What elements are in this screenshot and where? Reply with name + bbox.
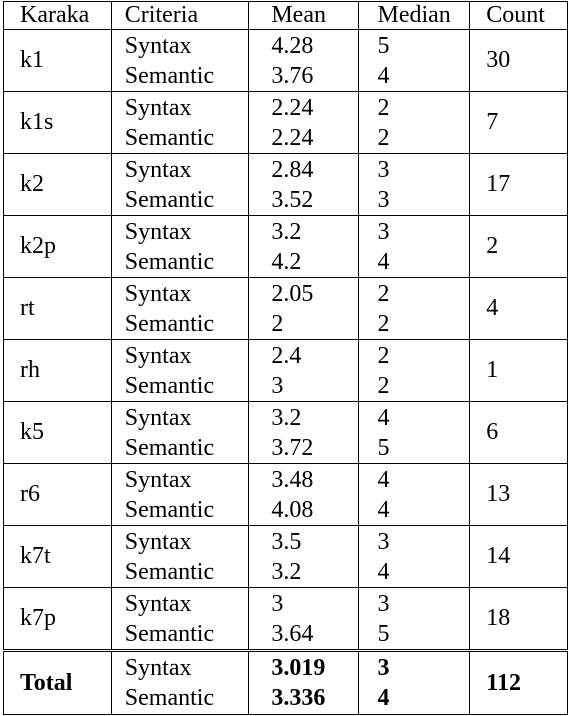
mean-semantic: 4.08 — [271, 496, 314, 523]
criteria-syntax: Syntax — [124, 466, 192, 493]
median-cell — [359, 216, 470, 278]
criteria-semantic: Semantic — [124, 372, 215, 399]
karaka-results-table — [3, 1, 568, 715]
median-semantic: 4 — [377, 685, 390, 711]
criteria-semantic: Semantic — [124, 685, 215, 711]
table-row — [4, 30, 568, 92]
median-syntax: 5 — [377, 32, 390, 59]
count-cell: 13 — [470, 464, 568, 526]
criteria-syntax: Syntax — [124, 342, 192, 369]
count-cell: 17 — [470, 154, 568, 216]
criteria-cell — [111, 526, 249, 588]
median-semantic: 2 — [377, 310, 390, 337]
criteria-cell — [111, 216, 249, 278]
mean-semantic: 3.2 — [271, 558, 302, 585]
criteria-semantic: Semantic — [124, 124, 215, 151]
criteria-semantic: Semantic — [124, 186, 215, 213]
criteria-syntax: Syntax — [124, 94, 192, 121]
median-cell — [359, 588, 470, 651]
table-row — [4, 588, 568, 651]
mean-cell — [249, 651, 359, 715]
karaka-cell: rh — [4, 340, 112, 402]
count-cell: 7 — [470, 92, 568, 154]
criteria-syntax: Syntax — [124, 32, 192, 59]
header-karaka: Karaka — [4, 2, 112, 30]
karaka-cell: r6 — [4, 464, 112, 526]
median-cell — [359, 278, 470, 340]
mean-syntax: 3.48 — [271, 466, 314, 493]
criteria-cell — [111, 464, 249, 526]
count-cell: 18 — [470, 588, 568, 651]
mean-syntax: 3.5 — [271, 528, 302, 555]
mean-cell — [249, 526, 359, 588]
header-mean: Mean — [249, 2, 359, 30]
count-cell: 1 — [470, 340, 568, 402]
median-semantic: 5 — [377, 620, 390, 647]
median-semantic: 5 — [377, 434, 390, 461]
median-semantic: 4 — [377, 62, 390, 89]
criteria-cell — [111, 30, 249, 92]
karaka-cell: k7t — [4, 526, 112, 588]
median-semantic: 2 — [377, 124, 390, 151]
karaka-cell: k1 — [4, 30, 112, 92]
median-syntax: 3 — [377, 156, 390, 183]
mean-cell — [249, 278, 359, 340]
mean-syntax: 3.2 — [271, 404, 302, 431]
median-syntax: 3 — [377, 218, 390, 245]
median-syntax: 4 — [377, 466, 390, 493]
median-semantic: 4 — [377, 496, 390, 523]
criteria-syntax: Syntax — [124, 528, 192, 555]
mean-syntax: 2.05 — [271, 280, 314, 307]
criteria-cell — [111, 588, 249, 651]
table-row — [4, 92, 568, 154]
table-row — [4, 402, 568, 464]
criteria-semantic: Semantic — [124, 62, 215, 89]
table-row — [4, 526, 568, 588]
mean-cell — [249, 216, 359, 278]
mean-syntax: 3.2 — [271, 218, 302, 245]
median-cell — [359, 154, 470, 216]
median-cell — [359, 92, 470, 154]
criteria-cell — [111, 402, 249, 464]
mean-semantic: 3.76 — [271, 62, 314, 89]
mean-semantic: 3.52 — [271, 186, 314, 213]
mean-semantic: 3.336 — [271, 685, 326, 711]
total-row — [4, 651, 568, 715]
median-semantic: 3 — [377, 186, 390, 213]
median-syntax: 3 — [377, 590, 390, 617]
count-cell: 6 — [470, 402, 568, 464]
count-cell: 2 — [470, 216, 568, 278]
criteria-semantic: Semantic — [124, 248, 215, 275]
mean-cell — [249, 154, 359, 216]
table-row — [4, 216, 568, 278]
criteria-cell — [111, 340, 249, 402]
karaka-cell: k5 — [4, 402, 112, 464]
median-cell — [359, 464, 470, 526]
criteria-semantic: Semantic — [124, 434, 215, 461]
median-cell — [359, 651, 470, 715]
mean-syntax: 3 — [271, 590, 284, 617]
criteria-syntax: Syntax — [124, 404, 192, 431]
table-row — [4, 340, 568, 402]
criteria-syntax: Syntax — [124, 280, 192, 307]
median-semantic: 4 — [377, 558, 390, 585]
count-cell: 14 — [470, 526, 568, 588]
header-median: Median — [359, 2, 470, 30]
mean-syntax: 3.019 — [271, 655, 326, 681]
criteria-semantic: Semantic — [124, 620, 215, 647]
count-cell: 4 — [470, 278, 568, 340]
median-semantic: 4 — [377, 248, 390, 275]
karaka-cell: k2 — [4, 154, 112, 216]
mean-cell — [249, 588, 359, 651]
median-syntax: 3 — [377, 528, 390, 555]
count-cell: 30 — [470, 30, 568, 92]
mean-syntax: 2.4 — [271, 342, 302, 369]
karaka-cell: k1s — [4, 92, 112, 154]
mean-cell — [249, 464, 359, 526]
total-label: Total — [4, 651, 112, 715]
median-syntax: 4 — [377, 404, 390, 431]
mean-cell — [249, 30, 359, 92]
criteria-syntax: Syntax — [124, 218, 192, 245]
criteria-semantic: Semantic — [124, 496, 215, 523]
mean-syntax: 4.28 — [271, 32, 314, 59]
mean-cell — [249, 340, 359, 402]
median-semantic: 2 — [377, 372, 390, 399]
mean-semantic: 3 — [271, 372, 284, 399]
median-cell — [359, 340, 470, 402]
mean-syntax: 2.24 — [271, 94, 314, 121]
karaka-cell: k7p — [4, 588, 112, 651]
median-cell — [359, 30, 470, 92]
header-count: Count — [470, 2, 568, 30]
mean-cell — [249, 402, 359, 464]
criteria-syntax: Syntax — [124, 655, 192, 681]
table-row — [4, 464, 568, 526]
criteria-semantic: Semantic — [124, 558, 215, 585]
criteria-cell — [111, 651, 249, 715]
mean-semantic: 4.2 — [271, 248, 302, 275]
count-cell: 112 — [470, 651, 568, 715]
median-cell — [359, 402, 470, 464]
median-syntax: 3 — [377, 655, 390, 681]
median-syntax: 2 — [377, 94, 390, 121]
mean-syntax: 2.84 — [271, 156, 314, 183]
median-syntax: 2 — [377, 280, 390, 307]
criteria-semantic: Semantic — [124, 310, 215, 337]
criteria-cell — [111, 278, 249, 340]
mean-semantic: 2 — [271, 310, 284, 337]
mean-cell — [249, 92, 359, 154]
karaka-cell: rt — [4, 278, 112, 340]
mean-semantic: 2.24 — [271, 124, 314, 151]
median-syntax: 2 — [377, 342, 390, 369]
mean-semantic: 3.72 — [271, 434, 314, 461]
header-criteria: Criteria — [111, 2, 249, 30]
header-row — [4, 2, 568, 30]
criteria-syntax: Syntax — [124, 590, 192, 617]
criteria-cell — [111, 154, 249, 216]
table-row — [4, 154, 568, 216]
median-cell — [359, 526, 470, 588]
criteria-cell — [111, 92, 249, 154]
karaka-cell: k2p — [4, 216, 112, 278]
criteria-syntax: Syntax — [124, 156, 192, 183]
mean-semantic: 3.64 — [271, 620, 314, 647]
table-row — [4, 278, 568, 340]
